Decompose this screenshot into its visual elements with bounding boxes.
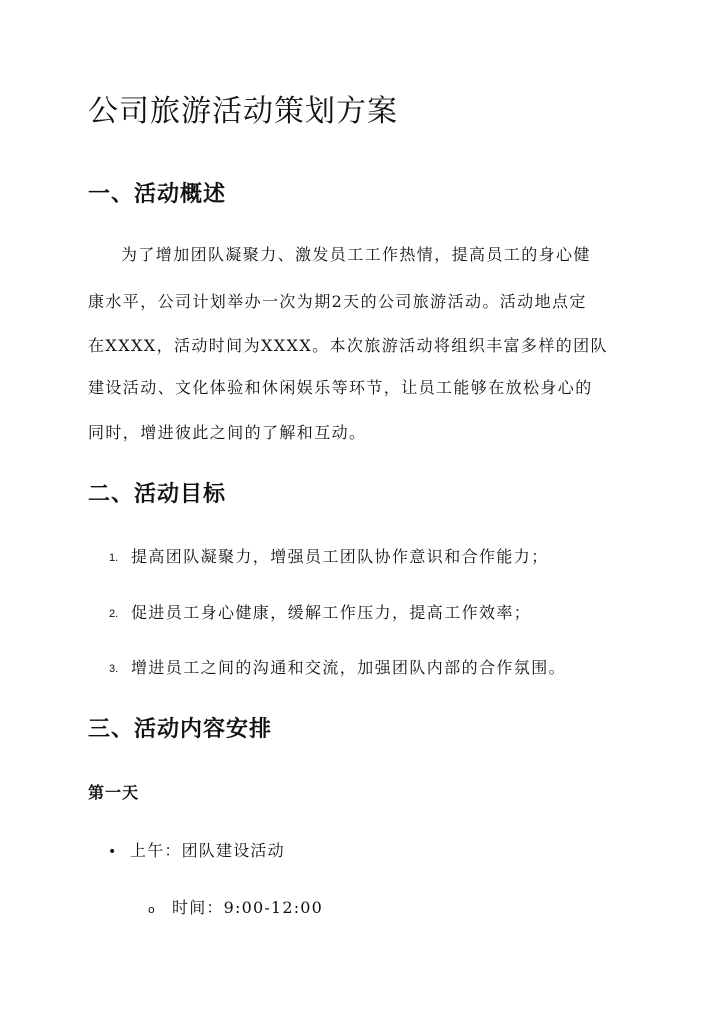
section-heading-goals: 二、活动目标 xyxy=(88,481,227,507)
paragraph-line: 在XXXX，活动时间为XXXX。本次旅游活动将组织丰富多样的团队 xyxy=(88,336,608,355)
section-heading-schedule: 三、活动内容安排 xyxy=(88,716,273,742)
list-number: 3. xyxy=(109,663,119,675)
hollow-bullet-icon: o xyxy=(148,903,156,916)
bullet-icon: • xyxy=(108,844,118,860)
list-item xyxy=(109,544,549,567)
list-item xyxy=(109,600,531,623)
list-number: 2. xyxy=(109,608,119,620)
paragraph-line: 建设活动、文化体验和休闲娱乐等环节，让员工能够在放松身心的 xyxy=(88,378,593,397)
paragraph-line: 为了增加团队凝聚力、激发员工工作热情，提高员工的身心健 xyxy=(121,245,591,264)
list-item-text: 上午：团队建设活动 xyxy=(130,841,285,860)
section-heading-overview: 一、活动概述 xyxy=(88,181,227,207)
sub-list-item xyxy=(148,895,323,918)
list-item xyxy=(109,655,566,678)
document-title: 公司旅游活动策划方案 xyxy=(88,94,398,129)
paragraph-line: 康水平，公司计划举办一次为期2天的公司旅游活动。活动地点定 xyxy=(88,292,587,311)
day-one-heading: 第一天 xyxy=(88,783,140,802)
list-number: 1. xyxy=(109,552,119,564)
list-item-text: 提高团队凝聚力，增强员工团队协作意识和合作能力； xyxy=(131,547,549,566)
paragraph-line: 同时，增进彼此之间的了解和互动。 xyxy=(88,423,367,442)
list-item-text: 促进员工身心健康，缓解工作压力，提高工作效率； xyxy=(131,603,532,622)
list-item-text: 时间：9:00-12:00 xyxy=(172,898,324,917)
list-item-text: 增进员工之间的沟通和交流，加强团队内部的合作氛围。 xyxy=(131,658,567,677)
list-item xyxy=(108,838,285,861)
